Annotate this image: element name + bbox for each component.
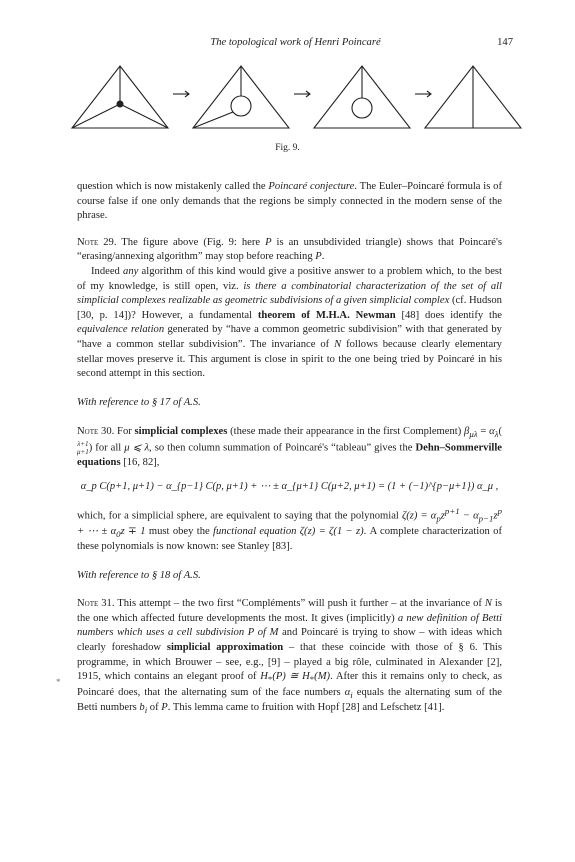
binomial-bottom: μ+1 bbox=[77, 447, 89, 456]
math: z ∓ 1 bbox=[120, 525, 146, 537]
triangle-4 bbox=[425, 66, 521, 128]
arrow-1 bbox=[173, 91, 189, 97]
math-subscript: μλ bbox=[469, 428, 478, 439]
figure-caption: Fig. 9. bbox=[275, 143, 300, 153]
emphasis: equivalence relation bbox=[77, 324, 165, 336]
math: b bbox=[139, 701, 145, 713]
emphasis: functional equation bbox=[213, 525, 297, 537]
emphasis: Poincaré conjecture bbox=[268, 181, 355, 192]
math: + ⋯ ± α bbox=[77, 525, 117, 537]
arrow-2 bbox=[294, 91, 310, 97]
math: ζ(z) = α bbox=[401, 510, 437, 522]
math: μ ⩽ λ bbox=[124, 442, 150, 454]
math-subscript: p−1 bbox=[478, 513, 494, 524]
math-subscript: * bbox=[309, 674, 315, 685]
text: which, for a simplicial sphere, are equivalent to saying that the polynomial bbox=[77, 510, 402, 522]
text: = bbox=[477, 425, 490, 437]
figure-9 bbox=[60, 58, 525, 138]
emphasis: any bbox=[123, 266, 139, 278]
bold-term: simplicial approximation bbox=[166, 642, 284, 654]
math-subscript: * bbox=[267, 674, 273, 685]
text: . After this it remains only to check, as Poincaré does, that the alternating sum of the face numbers bbox=[77, 671, 502, 698]
note-30 bbox=[77, 425, 502, 471]
note-label: Note 30. bbox=[77, 425, 115, 437]
text: of bbox=[147, 701, 162, 713]
section-reference-18: With reference to § 18 of A.S. bbox=[77, 569, 201, 581]
math: (M) bbox=[314, 671, 331, 683]
text: is the one which affected future developments the most. It gives (implicitly) bbox=[77, 598, 502, 624]
math-superscript: p bbox=[497, 505, 502, 516]
math: P bbox=[161, 701, 168, 713]
text: generated by “have a common geometric subdivision” with that generated by “have a common stellar subdivision”. The invariance of bbox=[77, 324, 502, 351]
margin-mark: * bbox=[56, 677, 61, 687]
text: . A complete characterization of these polynomials is now known: see Stanley [83]. bbox=[77, 525, 503, 553]
math-subscript: i bbox=[350, 689, 353, 700]
triangle-sequence-diagram bbox=[60, 58, 525, 138]
triangle-2 bbox=[193, 66, 289, 128]
bold-term: Dehn–Sommerville equations bbox=[77, 442, 502, 468]
triangle-1 bbox=[72, 66, 168, 128]
math-subscript: i bbox=[144, 704, 148, 715]
math-subscript: 0 bbox=[116, 528, 121, 539]
paren: ) bbox=[88, 442, 93, 454]
note-29 bbox=[77, 236, 502, 265]
text: . This lemma came to fruition with Hopf [28] and Lefschetz [41]. bbox=[167, 701, 445, 713]
emphasis: is there a combinatorial characterization of the set of all simplicial complexes realizable as geometric subdivisions of a given simplicial complex bbox=[77, 280, 502, 307]
math: N bbox=[484, 598, 492, 610]
paragraph-2 bbox=[77, 265, 502, 382]
note-label: Note 31. bbox=[77, 598, 115, 610]
text: must obey the bbox=[145, 525, 214, 537]
text: For bbox=[114, 425, 135, 437]
emphasis: a new definition of Betti numbers which uses a cell subdivision bbox=[77, 612, 502, 639]
text: . The Euler–Poincaré formula is of course false if one only demands that the regions be simply connected in the modern sense of the phrase. bbox=[77, 181, 502, 222]
paren: ( bbox=[498, 425, 503, 437]
math: N bbox=[334, 339, 342, 351]
math-subscript: λ bbox=[494, 428, 499, 439]
text: (cf. Hudson [30, p. 14])? However, a fundamental bbox=[77, 295, 502, 321]
note-31 bbox=[77, 597, 502, 716]
paragraph-1 bbox=[77, 180, 502, 224]
math-subscript: p bbox=[436, 513, 441, 524]
math: β bbox=[464, 425, 470, 437]
text: – that these coincide with those of § 6. This programme, in which Brouwer – see, e.g., [9] – played a big rôle, culminated in Alexander [2], 1915, which contains an elegant proof of bbox=[77, 642, 502, 683]
text: (these made their appearance in the first Complement) bbox=[227, 425, 465, 437]
math-superscript: p+1 bbox=[444, 505, 460, 516]
text: [48] does identify the bbox=[395, 309, 502, 321]
text: algorithm of this kind would give a positive answer to a problem which, to the best of my knowledge, is still open, viz. bbox=[77, 266, 502, 292]
paragraph-3 bbox=[77, 505, 502, 555]
math: α bbox=[344, 686, 351, 698]
math: z bbox=[440, 510, 445, 522]
math: α bbox=[489, 425, 495, 437]
text: is an unsubdivided triangle) shows that Poincaré's “erasing/annexing algorithm” may stop before reaching bbox=[77, 236, 502, 263]
text: follows because clearly elementary stellar moves preserve it. This argument is close in spirit to the one being tried by Poincaré in his second attempt in this section. bbox=[77, 339, 502, 380]
binomial bbox=[77, 440, 89, 456]
note-label: Note 29. bbox=[77, 236, 117, 248]
section-reference-17: With reference to § 17 of A.S. bbox=[77, 396, 201, 408]
text: for all bbox=[92, 442, 125, 454]
text: question which is now mistakenly called the bbox=[77, 181, 269, 192]
text: [16, 82], bbox=[120, 456, 160, 468]
math: P bbox=[244, 627, 255, 639]
running-title: The topological work of Henri Poincaré bbox=[210, 37, 381, 48]
math: − α bbox=[459, 510, 479, 522]
running-header bbox=[78, 36, 513, 52]
math: H bbox=[260, 671, 268, 683]
math: M bbox=[269, 627, 279, 639]
body-text bbox=[77, 180, 502, 716]
bold-term: simplicial complexes bbox=[134, 425, 228, 437]
math: z bbox=[493, 510, 498, 522]
math: ζ(z) = ζ(1 − z) bbox=[296, 525, 364, 537]
text: , so then column summation of Poincaré's “tableau” gives the bbox=[149, 442, 416, 454]
page-number: 147 bbox=[497, 37, 513, 48]
dehn-sommerville-formula: α_p C(p+1, μ+1) − α_{p−1} C(p, μ+1) + ⋯ ± α_{μ+1} C(μ+2, μ+1) = (1 + (−1)^{p−μ+1}) α_μ , bbox=[80, 481, 499, 493]
bold-term: theorem of M.H.A. Newman bbox=[257, 309, 396, 321]
math: P bbox=[315, 251, 322, 263]
triangle-3 bbox=[314, 66, 410, 128]
text: and Poincaré is trying to show – with ideas which clearly foreshadow bbox=[77, 627, 502, 654]
math: (P) ≅ H bbox=[272, 671, 310, 683]
text: Indeed bbox=[91, 266, 124, 278]
text: equals the alternating sum of the Betti numbers bbox=[77, 686, 502, 713]
arrow-3 bbox=[415, 91, 431, 97]
emphasis: of bbox=[254, 627, 270, 639]
binomial-top: λ+1 bbox=[77, 439, 89, 448]
math: P bbox=[265, 236, 272, 248]
text: The figure above (Fig. 9: here bbox=[116, 236, 266, 248]
text: This attempt – the two first “Compléments” will push it further – at the invariance of bbox=[114, 598, 485, 610]
text: . bbox=[321, 251, 325, 263]
